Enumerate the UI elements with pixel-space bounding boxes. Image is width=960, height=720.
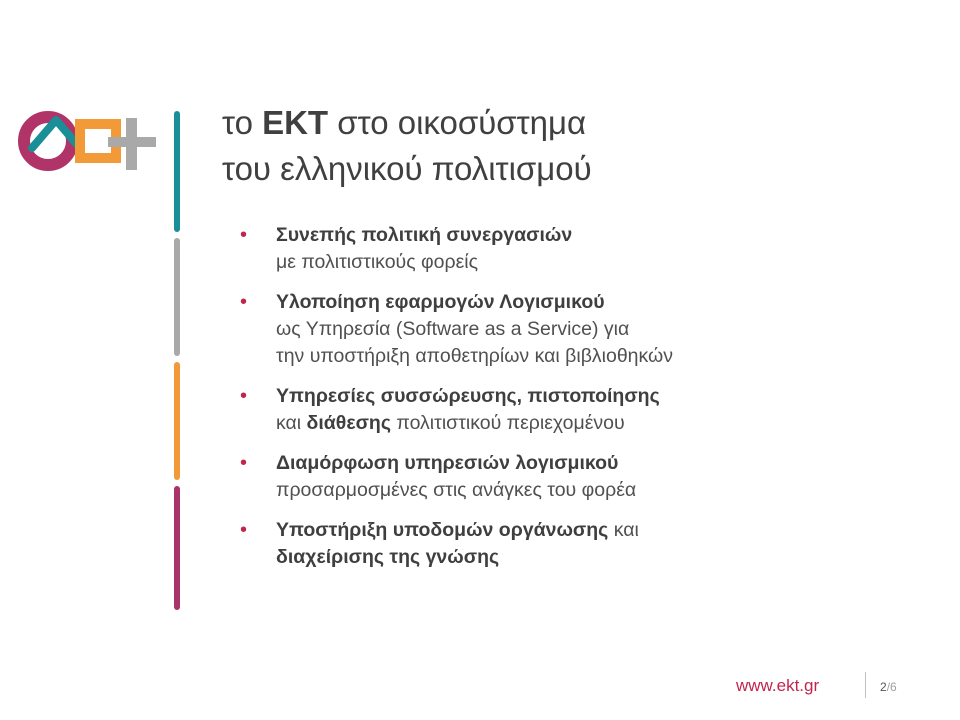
bullet-dot-icon: • bbox=[240, 385, 248, 407]
ekt-logo-icon bbox=[14, 108, 158, 180]
bullet-item: • Υπηρεσίες συσσώρευσης, πιστοποίησης και διάθεσης πολιτιστικού περιεχομένου bbox=[240, 385, 660, 434]
bullet-dot-icon: • bbox=[240, 224, 248, 246]
bullet-item: • Υλοποίηση εφαρμογών Λογισμικού ως Υπηρεσία (Software as a Service) για την υποστήριξη αποθετηρίων και βιβλιοθηκών bbox=[240, 291, 674, 367]
bullet-item: • Υποστήριξη υποδομών οργάνωσης και διαχείρισης της γνώσης bbox=[240, 519, 639, 568]
bullet-dot-icon: • bbox=[240, 291, 248, 313]
footer-divider bbox=[865, 672, 866, 698]
title-line-1: το ΕΚΤ στο οικοσύστημα bbox=[222, 104, 587, 141]
title-line-2: του ελληνικού πολιτισμού bbox=[222, 150, 592, 187]
bullet-item: • Διαμόρφωση υπηρεσιών λογισμικού προσαρμοσμένες στις ανάγκες του φορέα bbox=[240, 452, 637, 501]
accent-bar-teal bbox=[174, 111, 180, 232]
bullet-dot-icon: • bbox=[240, 519, 248, 541]
bullet-dot-icon: • bbox=[240, 452, 248, 474]
accent-bar-purple bbox=[174, 486, 180, 610]
footer-website-link[interactable]: www.ekt.gr bbox=[736, 676, 820, 695]
accent-bar-orange bbox=[174, 362, 180, 480]
accent-bar-gray bbox=[174, 238, 180, 356]
slide-title bbox=[222, 100, 592, 192]
title-ekt: ΕΚΤ bbox=[262, 104, 329, 141]
bullet-item: • Συνεπής πολιτική συνεργασιών με πολιτιστικούς φορείς bbox=[240, 224, 573, 273]
page-number: 2/6 bbox=[880, 680, 897, 694]
bullet-list bbox=[240, 222, 880, 584]
